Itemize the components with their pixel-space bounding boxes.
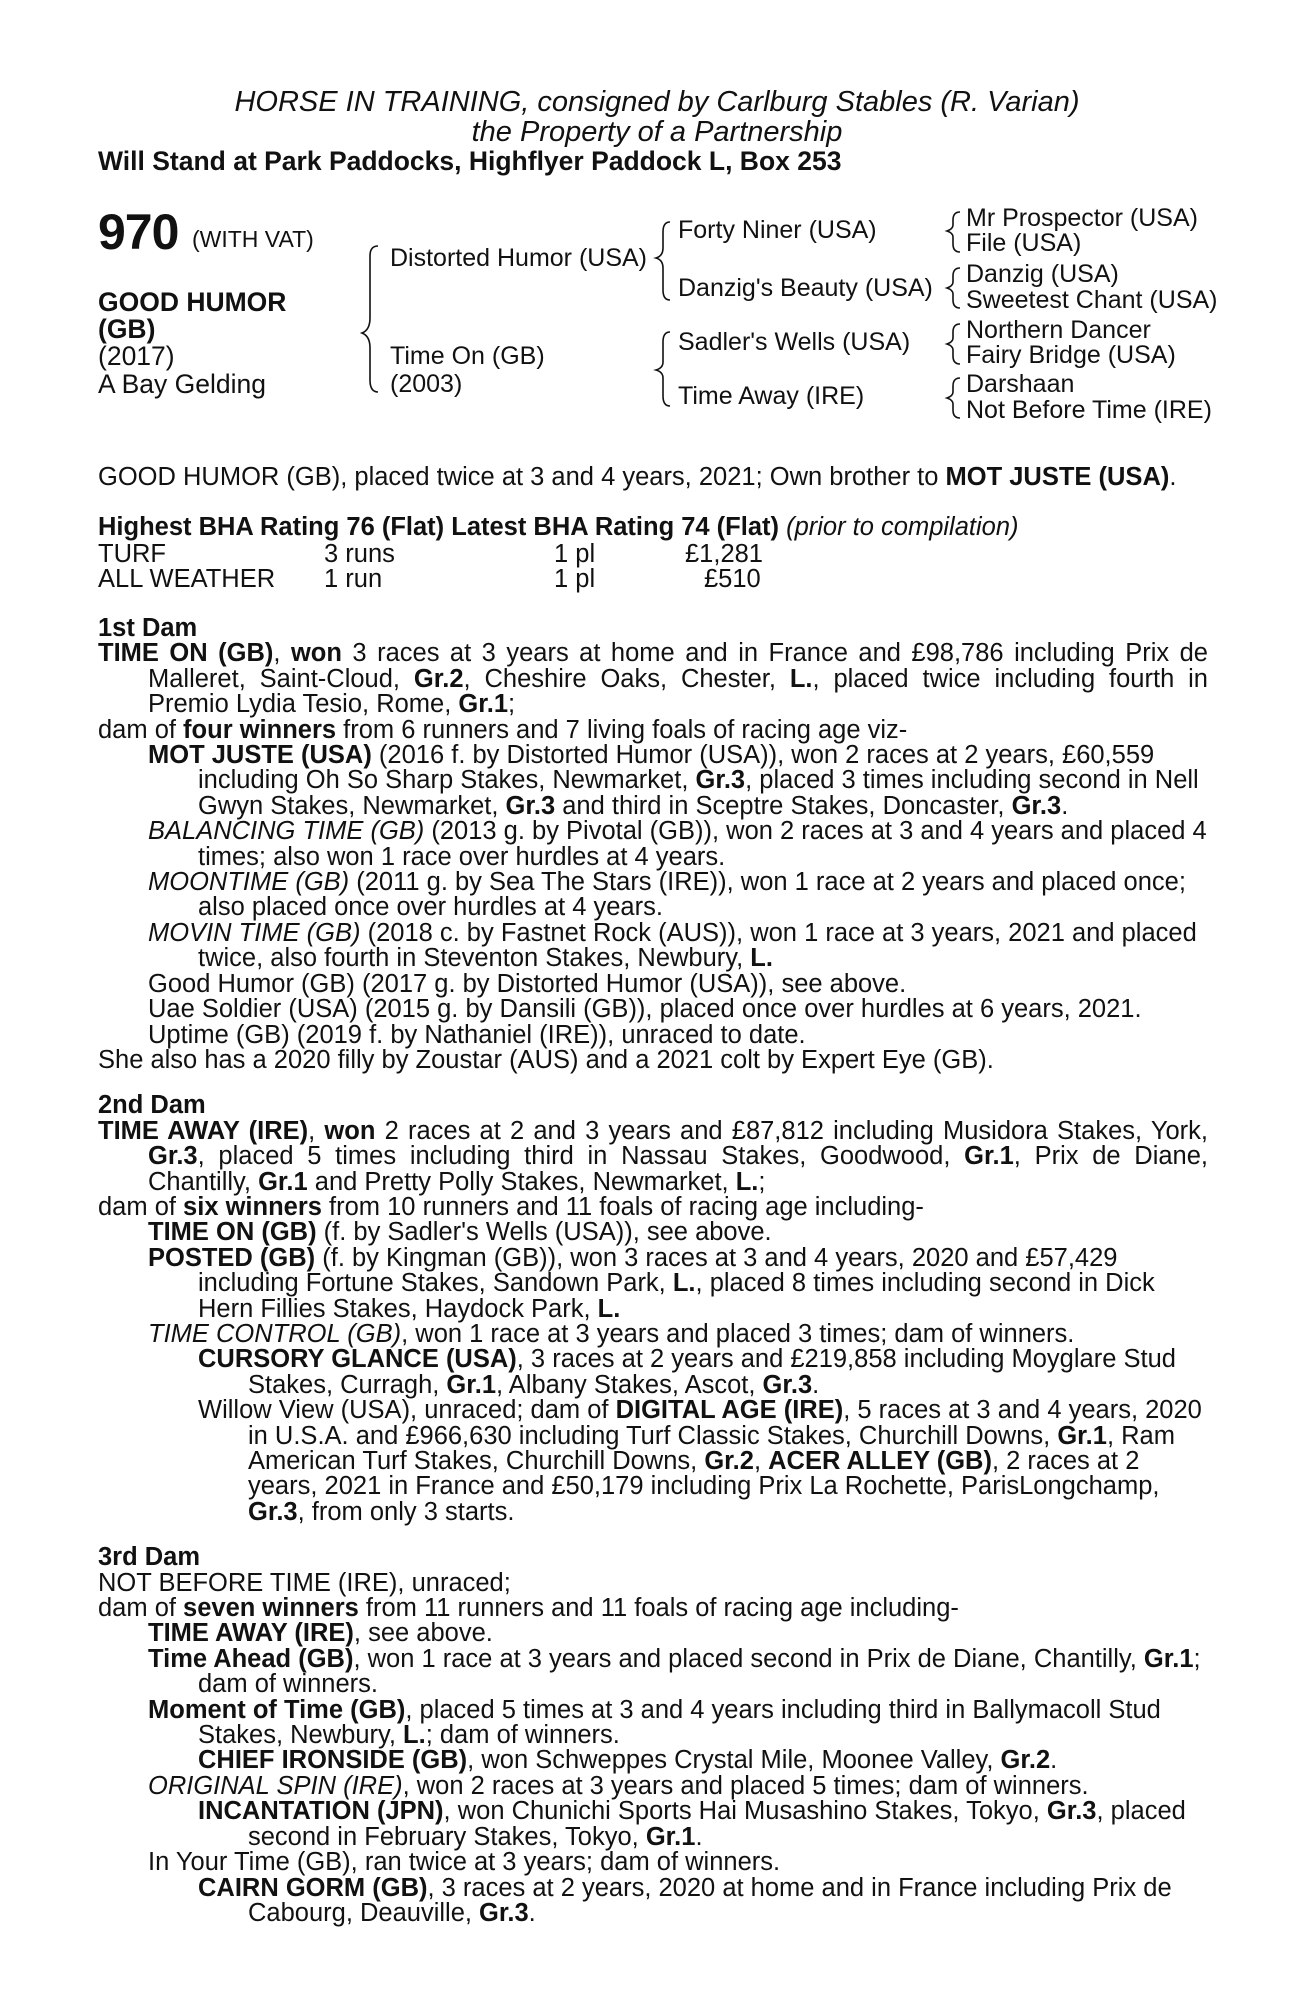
text-run: (2013 g. by Pivotal (GB)), won 2 races at 3 and 4 years and placed 4 times; also won 1 race over hurdles at 4 years. [198,817,1207,871]
pedigree-ddd: Not Before Time (IRE) [966,396,1212,424]
text-run: ACER ALLEY (GB) [768,1447,992,1475]
text-run: , Ram American Turf Stakes, Churchill Downs, [248,1421,1175,1475]
text-run: Gr.1 [645,1822,696,1851]
property-line: the Property of a Partnership [471,116,843,148]
lot-number: 970 [98,204,179,260]
dam2-title: 2nd Dam [98,1091,206,1120]
text-run: MOVIN TIME (GB) [148,918,361,947]
dam1-record [98,641,1208,717]
text-run: Gr.3 [148,1142,198,1171]
dam2-grandfoal-cursory-glance [98,1347,1208,1398]
text-run: ; dam of winners. [425,1721,620,1750]
text-run: Gr.1 [964,1142,1014,1171]
text-run: DIGITAL AGE (IRE) [615,1396,844,1425]
horse-foaled: (2017) [98,341,175,371]
dam1-younger-foals [98,1045,1208,1074]
text-run: L. [597,1294,621,1323]
pedigree-sdd: Sweetest Chant (USA) [966,286,1218,314]
text-run: , placed 5 times including third in Nassau Stakes, Goodwood, [197,1142,965,1171]
text-run: 3 races at 3 years at home and in France and £98,786 including Prix de Malleret, Saint-Cloud, [148,639,1208,693]
text-run: , won 1 race at 3 years and placed 3 times; dam of winners. [401,1319,1075,1348]
text-run: Gr.3 [1046,1797,1097,1826]
text-run: NOT BEFORE TIME (IRE), unraced; [98,1568,511,1597]
dam2-foal-time-control [98,1319,1208,1348]
dam1-title: 1st Dam [98,614,198,642]
text-run: Gr.3 [695,766,746,795]
text-run: Uptime (GB) (2019 f. by Nathaniel (IRE)), unraced to date. [148,1020,806,1049]
pedigree-sire-dam: Danzig's Beauty (USA) [678,274,933,302]
dam1-foal-uae-soldier [98,997,1208,1022]
text-run: Gr.2 [413,664,464,693]
text-run: , 3 races at 2 years and £219,858 including Moyglare Stud Stakes, Curragh, [248,1345,1176,1399]
pedigree-dsd: Fairy Bridge (USA) [966,341,1176,369]
record-aw-surface: ALL WEATHER [98,565,276,593]
dam1-foal-mot-juste [98,743,1208,819]
bha-rating-note: (prior to compilation) [786,513,1019,541]
vat-note: (WITH VAT) [192,226,314,252]
text-run: L. [789,664,813,693]
horse-name: GOOD HUMOR [98,287,287,317]
text-run: TIME ON (GB) [98,639,274,668]
text-run: L. [735,1167,759,1196]
text-run: MOONTIME (GB) [148,868,350,897]
pedigree-dam-sire: Sadler's Wells (USA) [678,328,911,356]
summary-end: . [1169,463,1177,491]
dam1-produce-intro [98,715,1208,744]
text-run: and Pretty Polly Stakes, Newmarket, [307,1167,736,1196]
text-run: . [1061,791,1069,820]
text-run: Time Ahead (GB) [148,1644,354,1673]
text-run: ORIGINAL SPIN (IRE) [148,1771,403,1800]
text-run: L. [672,1269,696,1298]
pedigree-sire-sire: Forty Niner (USA) [678,216,877,244]
text-run: Gr.3 [762,1370,813,1399]
family-text [98,616,1208,1926]
text-run: , placed second in February Stakes, Tokyo, [248,1797,1186,1851]
text-run: dam of [98,1594,184,1623]
dam3-foal-in-your-time [98,1850,1208,1875]
text-run: , 3 races at 2 years, 2020 at home and in France including Prix de Cabourg, Deauville, [248,1873,1172,1927]
bha-rating [98,515,1019,541]
dam1-foal-moontime [98,870,1208,921]
text-run: In Your Time (GB), ran twice at 3 years; dam of winners. [148,1848,781,1877]
text-run: . [528,1898,536,1927]
text-run: TIME AWAY (IRE) [98,1116,309,1145]
dam2-produce-intro [98,1192,1208,1221]
text-run: (f. by Sadler's Wells (USA)), see above. [316,1218,772,1247]
text-run: Uae Soldier (USA) (2015 g. by Dansili (GB)), placed once over hurdles at 6 years, 2021. [148,995,1142,1024]
text-run: Willow View (USA), unraced; dam of [198,1396,616,1425]
text-run: ; dam of winners. [198,1644,1201,1699]
pedigree-ssd: File (USA) [966,229,1082,257]
text-run: from 11 runners and 11 foals of racing age including- [358,1594,959,1623]
stand-location: Will Stand at Park Paddocks, Highflyer Paddock L, Box 253 [98,146,842,176]
text-run: CAIRN GORM (GB) [198,1873,428,1902]
text-run: Gr.1 [446,1370,497,1399]
text-run: (2016 f. by Distorted Humor (USA)), won 2 races at 2 years, £60,559 including Oh So Sharp Stakes, Newmarket, [198,741,1155,795]
dam1-foal-movin-time [98,918,1208,973]
bha-rating-values: Highest BHA Rating 76 (Flat) Latest BHA Rating 74 (Flat) [98,513,779,541]
horse-country: (GB) [98,314,156,344]
text-run: , [273,639,291,668]
summary-brother: MOT JUSTE (USA) [945,463,1170,491]
text-run: Gr.2 [1000,1746,1051,1775]
record-aw-earnings: £510 [704,565,761,593]
pedigree-dds: Darshaan [966,370,1075,398]
record-turf-earnings: £1,281 [685,540,763,568]
text-run: L. [403,1721,426,1750]
text-run: Gr.1 [458,690,509,719]
horse-description: A Bay Gelding [98,369,266,399]
record-turf-placed: 1 pl [554,540,596,568]
dam3-record [98,1568,1208,1597]
text-run: INCANTATION (JPN) [198,1797,444,1826]
dam1-foal-uptime [98,1020,1208,1049]
record-aw-placed: 1 pl [554,565,596,593]
text-run: , won Chunichi Sports Hai Musashino Stakes, Tokyo, [443,1797,1047,1826]
dam3-foal-original-spin [98,1771,1208,1800]
summary-line [98,465,1176,491]
text-run: BALANCING TIME (GB) [148,817,425,846]
text-run: , won Schweppes Crystal Mile, Moonee Valley, [467,1746,1001,1775]
text-run: (2018 c. by Fastnet Rock (AUS)), won 1 race at 3 years, 2021 and placed twice, also fourth in Steventon Stakes, Newbury, [198,918,1197,973]
text-run: Gr.1 [1143,1644,1194,1673]
text-run: , placed 3 times including second in Nell Gwyn Stakes, Newmarket, [198,766,1199,820]
text-run: Gr.3 [505,791,556,820]
text-run: , see above. [353,1619,493,1648]
record-aw-runs: 1 run [324,565,383,593]
pedigree-dss: Northern Dancer [966,316,1151,344]
pedigree-dam: Time On (GB) [390,342,545,370]
dam2-foal-time-on [98,1220,1208,1245]
text-run: , Cheshire Oaks, Chester, [463,664,790,693]
text-run: Moment of Time (GB) [148,1695,406,1724]
dam3-title: 3rd Dam [98,1543,201,1572]
text-run: dam of [98,1192,184,1221]
text-run: , Albany Stakes, Ascot, [496,1370,763,1399]
dam3-grandfoal-chief-ironside [98,1748,1208,1773]
text-run: dam of [98,715,184,744]
text-run: six winners [183,1192,322,1221]
text-run: , placed twice including fourth in Premio Lydia Tesio, Rome, [148,664,1208,719]
dam3-produce-intro [98,1596,1208,1621]
text-run: . [695,1822,703,1851]
text-run: MOT JUSTE (USA) [148,741,372,770]
pedigree-sss: Mr Prospector (USA) [966,204,1198,232]
text-run: , won 2 races at 3 years and placed 5 times; dam of winners. [402,1771,1089,1800]
text-run: and third in Sceptre Stakes, Doncaster, [555,791,1012,820]
text-run: 2 races at 2 and 3 years and £87,812 including Musidora Stakes, York, [375,1116,1208,1145]
text-run: seven winners [183,1594,359,1623]
text-run: Gr.2 [704,1447,754,1475]
record-turf-runs: 3 runs [324,540,395,568]
text-run: from 10 runners and 11 foals of racing age including- [321,1192,924,1221]
text-run: , from only 3 starts. [297,1497,515,1526]
text-run: She also has a 2020 filly by Zoustar (AUS) and a 2021 colt by Expert Eye (GB). [98,1045,994,1074]
pedigree-dam-dam: Time Away (IRE) [678,382,865,410]
text-run: , placed 5 times at 3 and 4 years including third in Ballymacoll Stud Stakes, Newbury, [198,1695,1161,1750]
text-run: , placed 8 times including second in Dick Hern Fillies Stakes, Haydock Park, [198,1269,1155,1323]
text-run: , [753,1447,769,1475]
dam3-grandfoal-incantation [98,1799,1208,1850]
dam1-foal-balancing-time [98,819,1208,870]
text-run: POSTED (GB) [148,1243,316,1272]
text-run: Gr.3 [248,1497,298,1526]
text-run: Gr.3 [479,1898,529,1927]
text-run: Gr.1 [1057,1421,1107,1450]
text-run: TIME ON (GB) [148,1218,317,1247]
text-run: , 5 races at 3 and 4 years, 2020 in U.S.A. and £966,630 including Turf Classic Stakes, Churchill Downs, [248,1396,1202,1450]
text-run: TIME CONTROL (GB) [148,1319,402,1348]
text-run: , Prix de Diane, Chantilly, [148,1142,1208,1196]
dam3-foal-moment-of-time [98,1695,1208,1750]
text-run: CURSORY GLANCE (USA) [198,1345,517,1374]
dam1-foal-good-humor [98,969,1208,998]
pedigree-dam-year: (2003) [390,370,463,398]
dam3-foal-time-ahead [98,1644,1208,1699]
consignor-line: HORSE IN TRAINING, consigned by Carlburg Stables (R. Varian) [234,86,1080,118]
text-run: , won 1 race at 3 years and placed second in Prix de Diane, Chantilly, [353,1644,1144,1673]
dam3-grandfoal-cairn-gorm [98,1873,1208,1927]
text-run: CHIEF IRONSIDE (GB) [198,1746,468,1775]
text-run: , 2 races at 2 years, 2021 in France and £50,179 including Prix La Rochette, ParisLongchamp, [248,1447,1160,1501]
text-run: four winners [183,715,337,744]
text-run: Gr.1 [258,1167,308,1196]
text-run: from 6 runners and 7 living foals of racing age viz- [336,715,908,744]
pedigree-sds: Danzig (USA) [966,260,1119,288]
text-run: ; [508,690,516,719]
pedigree-sire: Distorted Humor (USA) [390,244,647,272]
dam2-record [98,1116,1208,1196]
text-run: . [1050,1746,1058,1775]
text-run: (f. by Kingman (GB)), won 3 races at 3 and 4 years, 2020 and £57,429 including Fortune Stakes, Sandown Park, [198,1243,1118,1298]
text-run: Gr.3 [1011,791,1062,820]
text-run: ; [758,1167,766,1196]
text-run: won [324,1116,376,1145]
text-run: Good Humor (GB) (2017 g. by Distorted Humor (USA)), see above. [148,969,907,998]
dam2-foal-posted [98,1243,1208,1323]
record-turf-surface: TURF [98,540,166,568]
dam2-grandfoal-willow-view [98,1398,1208,1525]
dam3-foal-time-away [98,1621,1208,1646]
text-run: , [308,1116,325,1145]
text-run: won [290,639,342,668]
text-run: L. [750,944,773,973]
text-run: . [812,1370,820,1399]
summary-text: GOOD HUMOR (GB), placed twice at 3 and 4 years, 2021; Own brother to [98,463,946,491]
text-run: (2011 g. by Sea The Stars (IRE)), won 1 race at 2 years and placed once; also placed once over hurdles at 4 years. [198,868,1186,922]
text-run: TIME AWAY (IRE) [148,1619,354,1648]
